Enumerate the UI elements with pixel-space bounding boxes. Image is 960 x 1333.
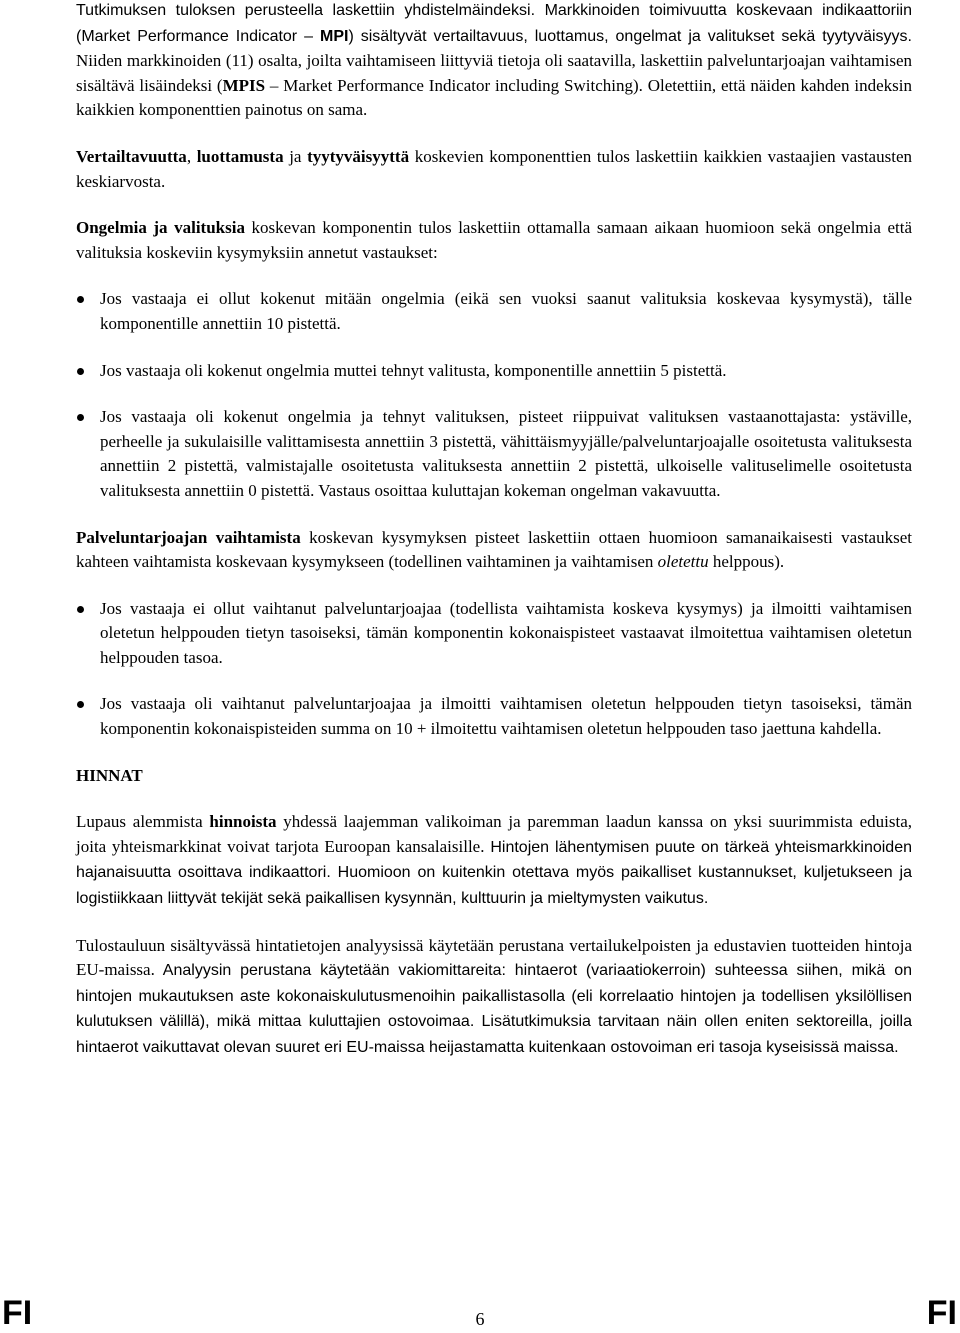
paragraph-indices: Tutkimuksen tuloksen perusteella laskettiin yhdistelmäindeksi. Markkinoiden toimivuutta koskevaan indikaattoriin (Market Performance Indicator – MPI) sisältyvät vertailtavuus, luottamus, ongelmat ja valitukset sekä tyytyväisyys. Niiden markkinoiden (11) osalta, joilta vaihtamiseen liittyviä tietoja oli saatavilla, laskettiin palveluntarjoajan vaihtamisen sisältävä lisäindeksi (MPIS – Market Performance Indicator including Switching). Oletettiin, että näiden kahden indeksin kaikkien komponenttien painotus on sama. [76,2,912,120]
paragraph-problems: Ongelmia ja valituksia koskevan komponentin tulos laskettiin ottamalla samaan aikaan huomioon sekä ongelmia että valituksia koskeviin kysymyksiin annetut vastaukset: [76,218,913,262]
problems-bullet-list [76,287,912,503]
list-item: Jos vastaaja oli kokenut ongelmia muttei tehnyt valitusta, komponentille annettiin 5 pistettä. [76,359,912,384]
switching-bullet-list [76,597,912,742]
paragraph-price-analysis: Tulostauluun sisältyvässä hintatietojen analyysissä käytetään perustana vertailukelpoisten ja edustavien tuotteiden hintoja EU-maissa. Analyysin perustana käytetään vakiomittareita: hintaerot (variaatiokerroin) suhteessa siihen, mikä on hintojen mukautuksen aste kokonaiskulutusmenoihin paikallistasolla (eli korrelaatio hintojen ja todellisen yksilöllisen kulutuksen välillä), mikä mittaa kuluttajien ostovoimaa. Lisätutkimuksia tarvitaan näin ollen eniten sektoreilla, joilla hintaerot vaikuttavat olevan suuret eri EU-maissa heijastamatta kuitenkaan ostovoiman eri tasoja kyseisissä maissa. [76,935,912,1056]
list-item: Jos vastaaja oli kokenut ongelmia ja tehnyt valituksen, pisteet riippuivat valituksen vastaanottajasta: ystäville, perheelle ja sukulaisille valittamisesta annettiin 3 pistettä, vähittäismyyjälle/palveluntarjoajalle osoitetusta valituksesta annettiin 2 pistettä, valmistajalle osoitetusta valituksesta annettiin 2 pistettä, ulkoiselle valituselimelle osoitetusta valituksesta annettiin 0 pistettä. Vastaus osoittaa kuluttajan kokeman ongelman vakavuutta. [76,405,912,503]
footer-language-left: FI [2,1294,33,1332]
paragraph-prices: Lupaus alemmista hinnoista yhdessä laajemman valikoiman ja paremman laadun kanssa on yksi suurimmista eduista, joita yhteismarkkinat voivat tarjota Euroopan kansalaisille. Hintojen lähentymisen puute on tärkeä yhteismarkkinoiden hajanaisuutta osoittava indikaattori. Huomioon on kuitenkin otettava myös paikalliset kustannukset, kuljetukseen ja logistiikkaan liittyvät tekijät sekä paikallisen kysynnän, kulttuurin ja mieltymysten vaikutus. [76,812,912,908]
document-body [76,0,912,1061]
section-heading-prices: HINNAT [76,765,143,785]
paragraph-switching: Palveluntarjoajan vaihtamista koskevan kysymyksen pisteet laskettiin ottaen huomioon samanaikaisesti vastaukset kahteen vaihtamista koskevaan kysymykseen (todellinen vaihtaminen ja vaihtamisen oletettu helppous). [76,527,912,572]
list-item: Jos vastaaja ei ollut kokenut mitään ongelmia (eikä sen vuoksi saanut valituksia koskevaa kysymystä), tälle komponentille annettiin 10 pistettä. [76,287,912,336]
footer-language-right: FI [926,1294,957,1332]
list-item: Jos vastaaja oli vaihtanut palveluntarjoajaa ja ilmoitti vaihtamisen oletetun helppouden tietyn tasoiseksi, tämän komponentin kokonaispisteiden summa on 10 + ilmoitettu vaihtamisen oletetun helppouden taso jaettuna kahdella. [76,692,912,741]
paragraph-comparability: Vertailtavuutta, luottamusta ja tyytyväisyyttä koskevien komponenttien tulos laskettiin kaikkien vastaajien vastausten keskiarvosta. [76,146,912,191]
list-item: Jos vastaaja ei ollut vaihtanut palveluntarjoajaa (todellista vaihtamista koskeva kysymys) ja ilmoitti vaihtamisen oletetun helppouden tietyn tasoiseksi, tämän komponentin kokonaispisteet vastaavat ilmoitettua vaihtamisen oletetun helppouden tasoa. [76,597,912,671]
page-number: 6 [475,1309,485,1329]
